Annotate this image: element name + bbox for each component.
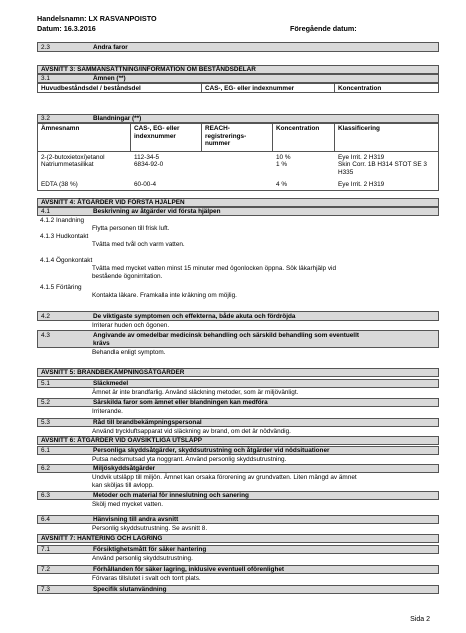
table-row-1-cas: 112-34-5 (134, 154, 160, 161)
text-5-3: Använd tryckluftsapparat vid släckning av brand, om det är nödvändig. (92, 428, 291, 435)
text-6-4: Personlig skyddsutrustning. Se avsnitt 8. (92, 525, 208, 532)
subsection-4-1-3: 4.1.3 Hudkontakt (40, 233, 89, 240)
text-7-2: Förvaras tillslutet i svalt och torrt plats. (92, 575, 201, 582)
text-4-1-3: Tvätta med tvål och varm vatten. (92, 241, 185, 248)
text-4-1-5: Kontakta läkare. Framkalla inte kräkning om möjlig. (92, 292, 237, 299)
text-5-2: Irriterande. (92, 408, 123, 415)
section-6-2-header: 6.2 Miljöskyddsåtgärder (37, 464, 439, 473)
text-4-2: Irriterar huden och ögonen. (92, 322, 170, 329)
substance-table-header: Huvudbeståndsdel / beståndsdel CAS-, EG- eller indexnummer Koncentration (37, 83, 439, 93)
col-class: Klassificering (338, 125, 380, 132)
text-4-3: Behandla enligt symptom. (92, 349, 166, 356)
table-row-3-name: EDTA (38 %) (41, 181, 78, 188)
section-7-title: AVSNITT 7: HANTERING OCH LAGRING (37, 534, 439, 543)
subsection-4-1-5: 4.1.5 Förtäring (40, 284, 82, 291)
text-6-2a: Undvik utsläpp till miljön. Ämnet kan orsaka förorening av grundvatten. Liten mängd av ämnet (92, 474, 357, 481)
section-6-4-header: 6.4 Hänvisning till andra avsnitt (37, 515, 439, 524)
table-row-2-conc: 1 % (276, 161, 288, 168)
product-name: Handelsnamn: LX RASVANPOISTO (37, 14, 157, 23)
text-6-2b: kan sköljas till avlopp. (92, 482, 154, 489)
text-4-1-4a: Tvätta med mycket vatten minst 15 minuter med ögonlocken öppna. Sök läkarhjälp vid (92, 265, 337, 272)
subsection-4-1-2: 4.1.2 Inandning (40, 217, 85, 224)
section-4-2-header: 4.2 De viktigaste symptomen och effekterna, både akuta och fördröjda (37, 311, 439, 321)
col-cas: CAS-, EG- eller indexnummer (134, 125, 180, 140)
subsection-4-1-4: 4.1.4 Ögonkontakt (40, 257, 93, 264)
section-3-title: AVSNITT 3: SAMMANSÄTTNING/INFORMATION OM BESTÅNDSDELAR (37, 65, 439, 74)
col-name: Ämnesnamn (41, 125, 80, 132)
text-6-3: Skölj med mycket vatten. (92, 501, 164, 508)
page-number: Sida 2 (410, 616, 430, 623)
col-reach: REACH-registrerings-nummer (205, 125, 247, 148)
col-conc: Koncentration (276, 125, 320, 132)
section-5-1-header: 5.1 Släckmedel (37, 379, 439, 388)
mixture-table (37, 123, 439, 191)
section-5-3-header: 5.3 Råd till brandbekämpningspersonal (37, 418, 439, 427)
table-row-2-cas: 6834-92-0 (134, 161, 164, 168)
section-7-2-header: 7.2 Förhållanden för säker lagring, inklusive eventuell oförenlighet (37, 565, 439, 574)
section-2-3-header: 2.3 Andra faror (37, 42, 439, 52)
section-6-1-header: 6.1 Personliga skyddsåtgärder, skyddsutrustning och åtgärder vid nödsituationer (37, 446, 439, 455)
previous-date: Föregående datum: (290, 24, 357, 33)
text-5-1: Ämnet är inte brandfarlig. Använd släckning metoder, som är miljövänligt. (92, 389, 299, 396)
section-4-3-header: 4.3 Angivande av omedelbar medicinsk behandling och särskild behandling som eventuellt krävs (37, 330, 439, 348)
table-row-3-cas: 60-00-4 (134, 181, 157, 188)
text-7-1: Använd personlig skyddsutrustning. (92, 555, 193, 562)
section-6-title: AVSNITT 6: ÅTGÄRDER VID OAVSIKTLIGA UTSLÄPP (37, 436, 439, 445)
table-row-3-conc: 4 % (276, 181, 288, 188)
table-row-1-conc: 10 % (276, 154, 291, 161)
section-5-2-header: 5.2 Särskilda faror som ämnet eller blandningen kan medföra (37, 398, 439, 407)
table-row-2-name: Natriummetasilikat (41, 161, 94, 168)
table-row-1-name: 2-(2-butoxietoxi)etanol (41, 154, 105, 161)
table-row-1-class: Eye Irrit. 2 H319 (338, 154, 385, 161)
section-4-1-header: 4.1 Beskrivning av åtgärder vid första hjälpen (37, 207, 439, 216)
section-5-title: AVSNITT 5: BRANDBEKÄMPNINGSÅTGÄRDER (37, 368, 439, 377)
table-row-2-class: Skin Corr. 1B H314 STOT SE 3 H335 (338, 161, 427, 176)
section-3-2-header: 3.2 Blandningar (**) (37, 114, 439, 123)
section-7-1-header: 7.1 Försiktighetsmått för säker hantering (37, 545, 439, 554)
section-6-3-header: 6.3 Metoder och material för inneslutning och sanering (37, 491, 439, 500)
section-7-3-header: 7.3 Specifik slutanvändning (37, 585, 439, 594)
text-4-1-2: Flytta personen till frisk luft. (92, 225, 170, 232)
section-3-1-header: 3.1 Ämnen (**) (37, 74, 439, 83)
date: Datum: 16.3.2016 (37, 24, 96, 33)
text-4-1-4b: bestående ögonirritation. (92, 273, 163, 280)
section-4-title: AVSNITT 4: ÅTGÄRDER VID FÖRSTA HJÄLPEN (37, 198, 439, 207)
table-row-3-class: Eye Irrit. 2 H319 (338, 181, 385, 188)
text-6-1: Putsa nedsmutsad yta noggrant. Använd personlig skyddsutrustning. (92, 456, 287, 463)
